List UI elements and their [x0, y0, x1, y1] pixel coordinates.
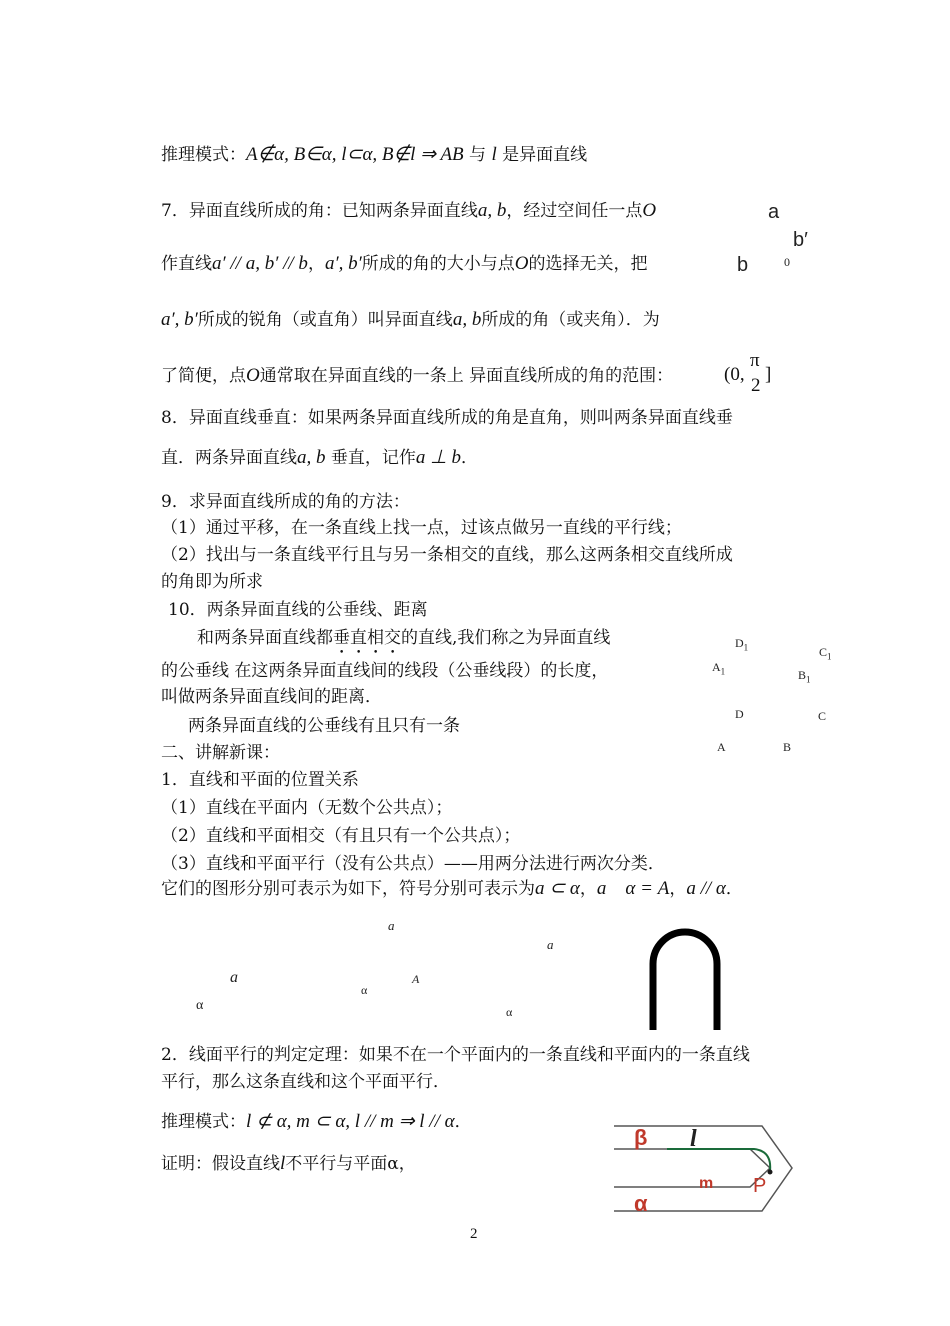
text-segment: 了简便，点 — [161, 366, 246, 386]
label-text: D — [735, 636, 744, 650]
math-symbol: a, b — [452, 309, 482, 330]
section-9-method-1: （1）通过平移，在一条直线上找一点，过该点做另一直线的平行线； — [161, 518, 682, 538]
math-symbol: O — [642, 200, 657, 221]
range-close: ] — [765, 364, 772, 385]
text-segment: 不平行与平面 — [285, 1154, 388, 1174]
topic-1-case-3: （3）直线和平面平行（没有公共点）——用两分法进行两次分类． — [161, 854, 665, 874]
inference-line-1 — [161, 143, 587, 167]
range-open: (0, — [724, 364, 745, 385]
cube-label-d1 — [735, 636, 748, 652]
text-segment: 是异面直线 — [496, 145, 588, 165]
section-7-line-2 — [161, 252, 647, 276]
label-sub: 1 — [720, 666, 726, 677]
text-segment: 的选择无关，把 — [528, 254, 648, 274]
point-label-p: P — [753, 1175, 767, 1197]
figure-label-A: A — [412, 972, 420, 986]
label-text: B — [798, 668, 807, 682]
math-symbol: α — [387, 1154, 399, 1174]
range-two: 2 — [751, 375, 761, 396]
line-label-m: m — [699, 1175, 714, 1192]
section-10-line-4: 两条异面直线的公垂线有且只有一条 — [188, 716, 460, 736]
text-segment: ． — [454, 1112, 472, 1132]
section-7-line-4 — [161, 364, 673, 388]
plane-label-alpha: α — [634, 1191, 648, 1216]
text-segment: ， — [669, 879, 687, 899]
math-symbol: O — [514, 253, 529, 274]
figure-label-alpha-right: α — [506, 1005, 513, 1019]
topic-2-proof — [161, 1152, 416, 1176]
math-formula: a α = A — [596, 878, 670, 899]
math-formula: a′, b′ — [161, 309, 198, 330]
section-10-heading: 10．两条异面直线的公垂线、距离 — [168, 600, 428, 620]
math-formula: l ⊄ α, m ⊂ α, l // m ⇒ l // α — [246, 1111, 455, 1132]
math-symbol: l — [280, 1153, 286, 1174]
angle-figure-label-o: 0 — [784, 255, 790, 269]
section-9-method-2: （2）找出与一条直线平行且与另一条相交的直线，那么这两条相交直线所成 — [161, 545, 733, 565]
new-lesson-heading: 二、讲解新课： — [161, 743, 280, 763]
text-segment: ． — [460, 448, 478, 468]
topic-1-heading: 1．直线和平面的位置关系 — [161, 770, 359, 790]
math-formula: a′, b′ — [324, 253, 362, 274]
math-symbol: O — [246, 365, 260, 386]
section-7-line-3 — [161, 308, 660, 332]
range-pi: π — [750, 350, 760, 371]
math-symbol: l — [491, 144, 497, 165]
page-number: 2 — [470, 1226, 478, 1242]
cube-label-a: A — [717, 740, 726, 754]
cube-label-c: C — [818, 709, 827, 723]
section-10-line-1 — [197, 626, 610, 658]
topic-2-line-1: 2．线面平行的判定定理：如果不在一个平面内的一条直线和平面内的一条直线 — [161, 1045, 750, 1065]
label-text: A — [712, 660, 721, 674]
section-10-line-3: 叫做两条异面直线间的距离． — [161, 687, 382, 707]
text-segment: 作直线 — [161, 254, 212, 274]
line-label-l: l — [690, 1126, 697, 1152]
label-sub: 1 — [743, 642, 749, 653]
cube-label-d: D — [735, 707, 744, 721]
figure-label-alpha-mid: α — [361, 983, 368, 997]
text-segment: 和两条异面直线都 — [197, 628, 333, 648]
label-sub: 1 — [827, 651, 832, 662]
figure-label-a-top: a — [388, 918, 395, 933]
cube-label-a1 — [712, 660, 725, 676]
text-segment: 与 — [463, 145, 492, 165]
text-segment: 推理模式： — [161, 1112, 246, 1132]
topic-2-inference — [161, 1110, 472, 1134]
cube-label-b1 — [798, 668, 811, 684]
text-segment: 它们的图形分别可表示为如下，符号分别可表示为 — [161, 879, 535, 899]
parallel-plane-figure — [612, 1123, 798, 1219]
text-segment: 垂直，记作 — [325, 448, 416, 468]
label-text: C — [819, 645, 828, 659]
topic-2-line-2: 平行，那么这条直线和这个平面平行． — [161, 1072, 450, 1092]
text-segment: 所成的锐角（或直角）叫异面直线 — [197, 310, 453, 330]
figure-label-a-right: a — [547, 937, 554, 952]
label-sub: 1 — [806, 674, 811, 685]
text-segment: 证明：假设直线 — [161, 1154, 280, 1174]
math-formula: a // α — [686, 878, 726, 899]
topic-1-case-2: （2）直线和平面相交（有且只有一个公共点）； — [161, 826, 521, 846]
emphasis-text: 垂直相交 — [333, 628, 401, 648]
section-8-line-1: 8．异面直线垂直：如果两条异面直线所成的角是直角，则叫两条异面直线垂 — [161, 408, 733, 428]
math-formula: a ⊥ b — [415, 447, 461, 468]
angle-figure-label-a: a — [768, 201, 780, 223]
math-symbol: a, b — [297, 447, 326, 468]
section-7-line-1 — [161, 199, 656, 223]
angle-figure-label-b: b — [737, 254, 749, 276]
text-segment: 7．异面直线所成的角：已知两条异面直线 — [161, 201, 478, 221]
text-segment: 直．两条异面直线 — [161, 448, 297, 468]
intersection-symbol-icon — [645, 926, 725, 1032]
text-segment: 通常取在异面直线的一条上 异面直线所成的角的范围： — [259, 366, 674, 386]
text-segment: 所成的角的大小与点 — [361, 254, 515, 274]
text-segment: ， — [579, 879, 597, 899]
text-segment: ，经过空间任一点 — [506, 201, 643, 221]
figure-label-a-left: a — [230, 969, 238, 986]
plane-label-beta: β — [634, 1125, 648, 1150]
cube-label-b: B — [783, 740, 792, 754]
figure-label-alpha-left: α — [196, 998, 204, 1013]
cube-label-c1 — [819, 645, 832, 661]
section-8-line-2 — [161, 446, 478, 470]
section-10-line-2: 的公垂线 在这两条异面直线间的线段（公垂线段）的长度， — [161, 661, 609, 681]
text-segment: 的直线,我们称之为异面直线 — [401, 628, 611, 648]
text-segment: ， — [398, 1154, 416, 1174]
math-formula: a′ // a, b′ // b — [212, 253, 308, 274]
angle-figure-label-b-prime: b′ — [793, 229, 808, 251]
inference-label: 推理模式： — [161, 145, 246, 165]
topic-1-symbols — [161, 877, 743, 901]
math-symbol: a, b — [477, 200, 507, 221]
section-9-method-2-cont: 的角即为所求 — [161, 572, 263, 592]
section-9-heading: 9．求异面直线所成的角的方法： — [161, 492, 410, 512]
text-segment: 所成的角（或夹角）．为 — [481, 310, 660, 330]
text-segment: ， — [307, 254, 325, 274]
math-formula: a ⊂ α — [535, 878, 580, 899]
topic-1-case-1: （1）直线在平面内（无数个公共点）； — [161, 798, 453, 818]
text-segment: ． — [725, 879, 743, 899]
inference-formula: A∉α, B∈α, l⊂α, B∉l ⇒ AB — [246, 144, 464, 165]
